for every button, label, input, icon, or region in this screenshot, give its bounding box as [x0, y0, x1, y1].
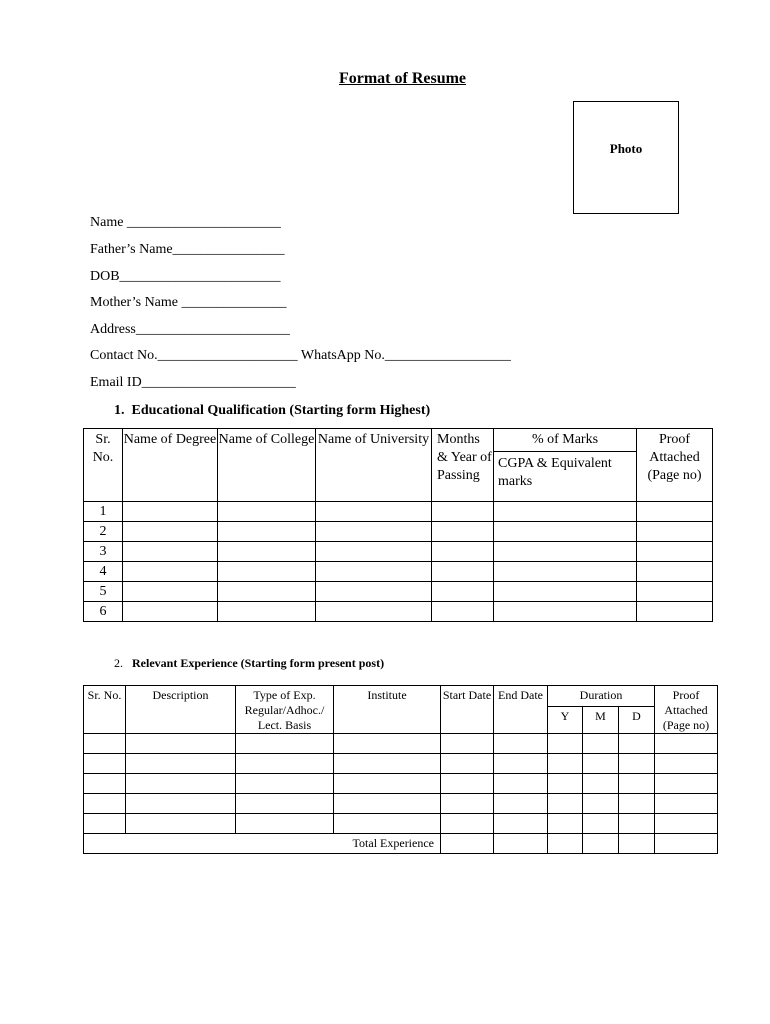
experience-heading-number: 2.	[114, 656, 123, 670]
type-of-exp-header: Type of Exp. Regular/Adhoc./ Lect. Basis	[236, 686, 334, 734]
table-row	[84, 734, 718, 754]
table-row	[84, 582, 713, 602]
education-heading-number: 1.	[114, 403, 125, 418]
table-row	[84, 522, 713, 542]
experience-table	[83, 685, 718, 854]
proof-header: Proof Attached (Page no)	[655, 686, 718, 734]
years-header: Y	[548, 707, 583, 734]
photo-box	[573, 101, 679, 214]
email-field: Email ID______________________	[90, 375, 296, 390]
total-experience-label: Total Experience	[84, 834, 441, 854]
degree-header: Name of Degree	[123, 429, 218, 502]
education-header-row	[84, 429, 713, 502]
experience-heading-text: Relevant Experience (Starting form present post)	[132, 656, 385, 670]
sr-cell: 4	[84, 562, 123, 582]
sr-cell: 6	[84, 602, 123, 622]
table-row	[84, 562, 713, 582]
passing-header: Months & Year of Passing	[432, 429, 494, 502]
proof-header: Proof Attached (Page no)	[637, 429, 713, 502]
name-field: Name ______________________	[90, 215, 281, 230]
education-heading-text: Educational Qualification (Starting form Highest)	[131, 403, 431, 418]
sr-cell: 1	[84, 502, 123, 522]
months-header: M	[583, 707, 619, 734]
total-experience-row	[84, 834, 718, 854]
table-row	[84, 542, 713, 562]
father-name-field: Father’s Name________________	[90, 242, 285, 257]
table-row	[84, 754, 718, 774]
institute-header: Institute	[334, 686, 441, 734]
end-date-header: End Date	[494, 686, 548, 734]
sr-cell: 2	[84, 522, 123, 542]
start-date-header: Start Date	[441, 686, 494, 734]
duration-header: Duration	[548, 686, 655, 707]
contact-whatsapp-field: Contact No.____________________ WhatsApp No.__________________	[90, 348, 511, 363]
description-header: Description	[126, 686, 236, 734]
dob-field: DOB_______________________	[90, 269, 281, 284]
sr-no-header: Sr. No.	[84, 429, 123, 502]
sr-cell: 3	[84, 542, 123, 562]
experience-heading	[114, 656, 384, 671]
address-field: Address______________________	[90, 322, 290, 337]
marks-header	[494, 429, 637, 502]
days-header: D	[619, 707, 655, 734]
cgpa-label: CGPA & Equivalent marks	[498, 456, 612, 489]
table-row	[84, 814, 718, 834]
education-heading	[114, 403, 430, 419]
university-header: Name of University	[316, 429, 432, 502]
sr-cell: 5	[84, 582, 123, 602]
mother-name-field: Mother’s Name _______________	[90, 295, 287, 310]
marks-percent-label: % of Marks	[494, 431, 636, 452]
college-header: Name of College	[218, 429, 316, 502]
education-table	[83, 428, 713, 622]
table-row	[84, 794, 718, 814]
table-row	[84, 602, 713, 622]
table-row	[84, 774, 718, 794]
photo-label: Photo	[609, 141, 643, 156]
experience-header-row	[84, 686, 718, 707]
table-row	[84, 502, 713, 522]
sr-no-header: Sr. No.	[84, 686, 126, 734]
page-title: Format of Resume	[338, 70, 467, 87]
